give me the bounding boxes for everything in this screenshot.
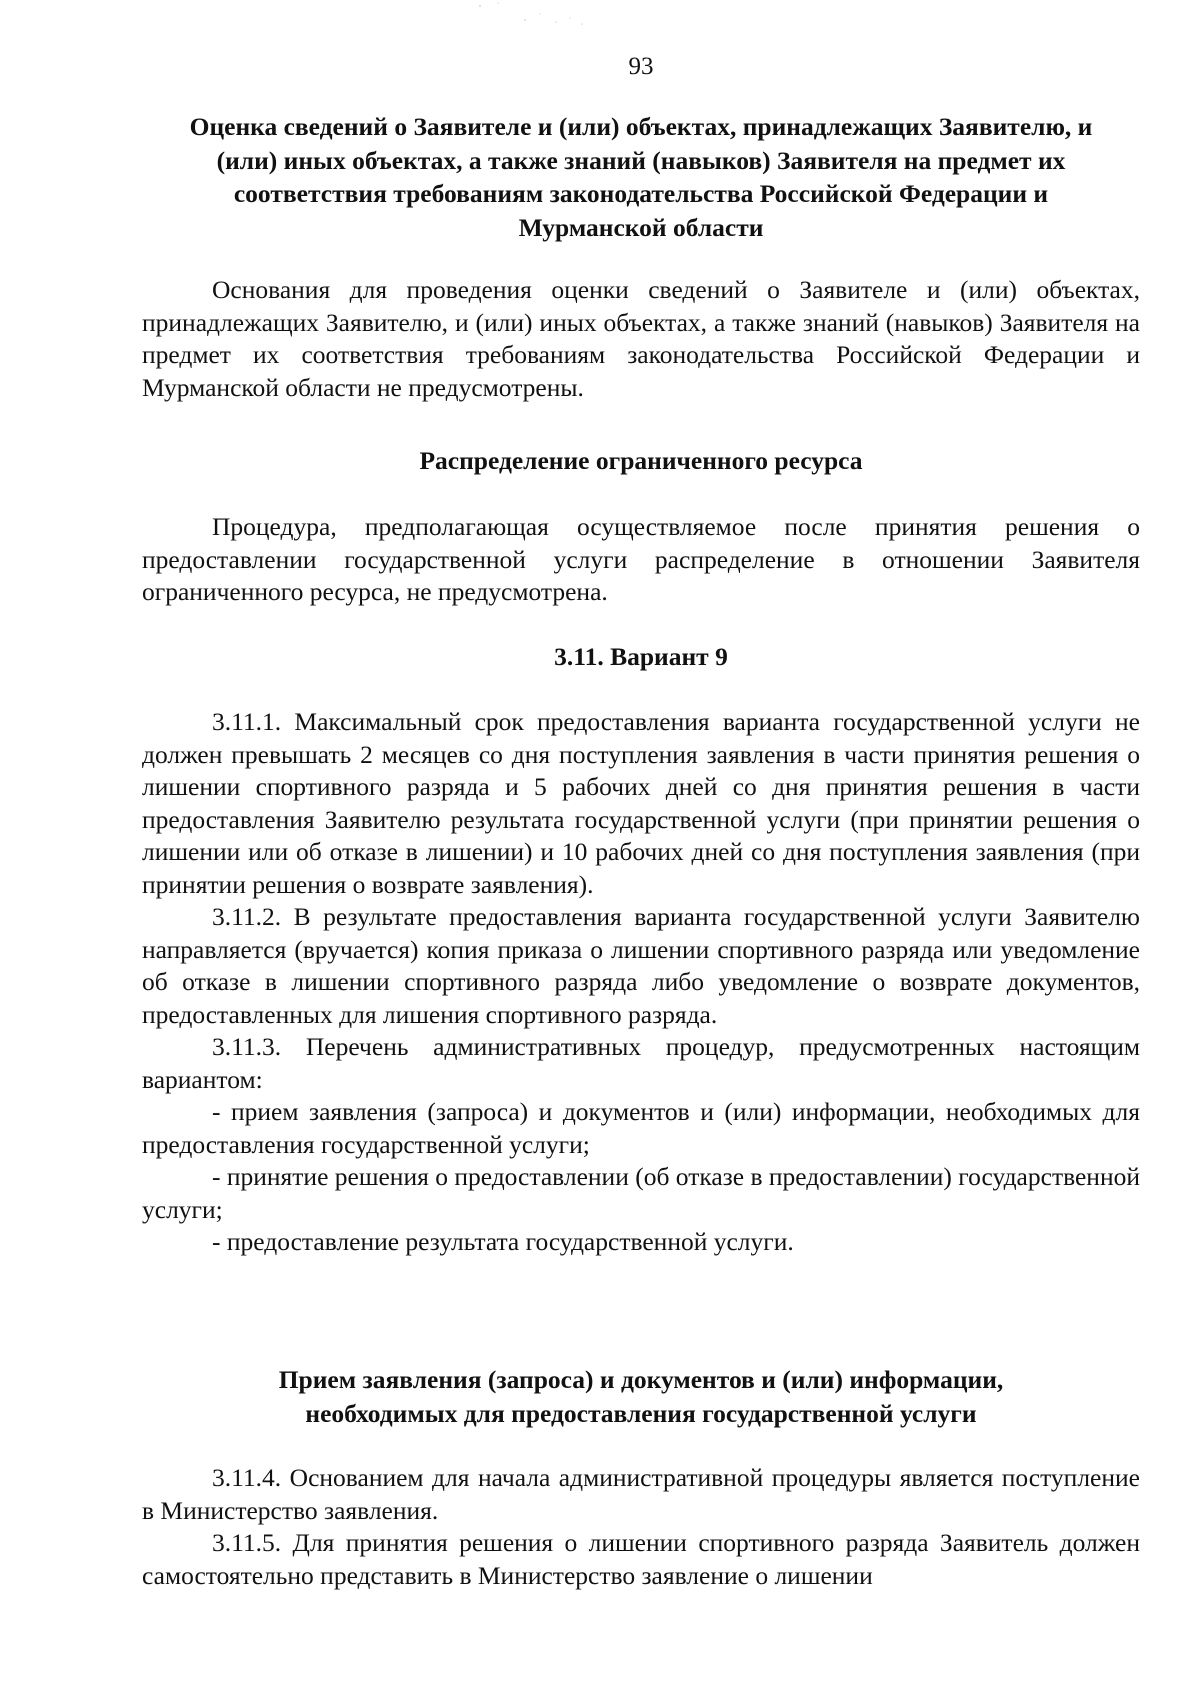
list-item-procedure-3: - предоставление результата государственной услуги.	[212, 1227, 794, 1256]
list-item-procedure-2: - принятие решения о предоставлении (об отказе в предоставлении) государственной услуги;	[142, 1162, 1140, 1224]
heading-assessment-text: Оценка сведений о Заявителе и (или) объектах, принадлежащих Заявителю, и (или) иных объектах, а также знаний (навыков) Заявителя на предмет их соответствия требованиям законодательства Российской Федерации и Мурманской области	[189, 112, 1093, 242]
clause-3-11-4: 3.11.4. Основанием для начала административной процедуры является поступление в Министерство заявления.	[142, 1463, 1140, 1525]
paragraph-resource-distribution	[142, 511, 1140, 609]
clause-3-11-1: 3.11.1. Максимальный срок предоставления варианта государственной услуги не должен превышать 2 месяцев со дня поступления заявления в части принятия решения о лишении спортивного разряда и 5 рабочих дней со дня принятия решения в части предоставления Заявителю результата государственной услуги (при принятии решения о лишении или об отказе в лишении) и 10 рабочих дней со дня поступления заявления (при принятии решения о возврате заявления).	[142, 707, 1140, 899]
clause-3-11-2: 3.11.2. В результате предоставления варианта государственной услуги Заявителю направляется (вручается) копия приказа о лишении спортивного разряда или уведомление об отказе в лишении спортивного разряда либо уведомление о возврате документов, предоставленных для лишения спортивного разряда.	[142, 902, 1140, 1029]
clause-3-11-3: 3.11.3. Перечень административных процедур, предусмотренных настоящим вариантом:	[142, 1032, 1140, 1094]
heading-variant-9	[142, 640, 1140, 674]
clause-3-11-5: 3.11.5. Для принятия решения о лишении спортивного разряда Заявитель должен самостоятельно представить в Министерство заявление о лишении	[142, 1528, 1140, 1590]
heading-resource-distribution	[142, 444, 1140, 478]
paragraph-assessment	[142, 274, 1140, 404]
paragraph-resource-distribution-text: Процедура, предполагающая осуществляемое после принятия решения о предоставлении государственной услуги распределение в отношении Заявителя ограниченного ресурса, не предусмотрена.	[142, 512, 1140, 606]
page-number: 93	[628, 53, 654, 80]
heading-resource-distribution-text: Распределение ограниченного ресурса	[419, 446, 863, 475]
heading-variant-9-text: 3.11. Вариант 9	[554, 642, 728, 671]
heading-assessment	[142, 110, 1140, 244]
list-item-procedure-1: - прием заявления (запроса) и документов и (или) информации, необходимых для предоставления государственной услуги;	[142, 1097, 1140, 1159]
section-application-intake	[142, 1462, 1140, 1592]
heading-application-intake-text: Прием заявления (запроса) и документов и (или) информации, необходимых для предоставления государственной услуги	[278, 1365, 1004, 1428]
scan-artifact	[470, 0, 590, 28]
section-variant-9	[142, 706, 1140, 1259]
paragraph-assessment-text: Основания для проведения оценки сведений о Заявителе и (или) объектах, принадлежащих Заявителю, и (или) иных объектах, а также знаний (навыков) Заявителя на предмет их соответствия требованиям законодательства Российской Федерации и Мурманской области не предусмотрены.	[142, 275, 1140, 402]
heading-application-intake	[142, 1363, 1140, 1430]
